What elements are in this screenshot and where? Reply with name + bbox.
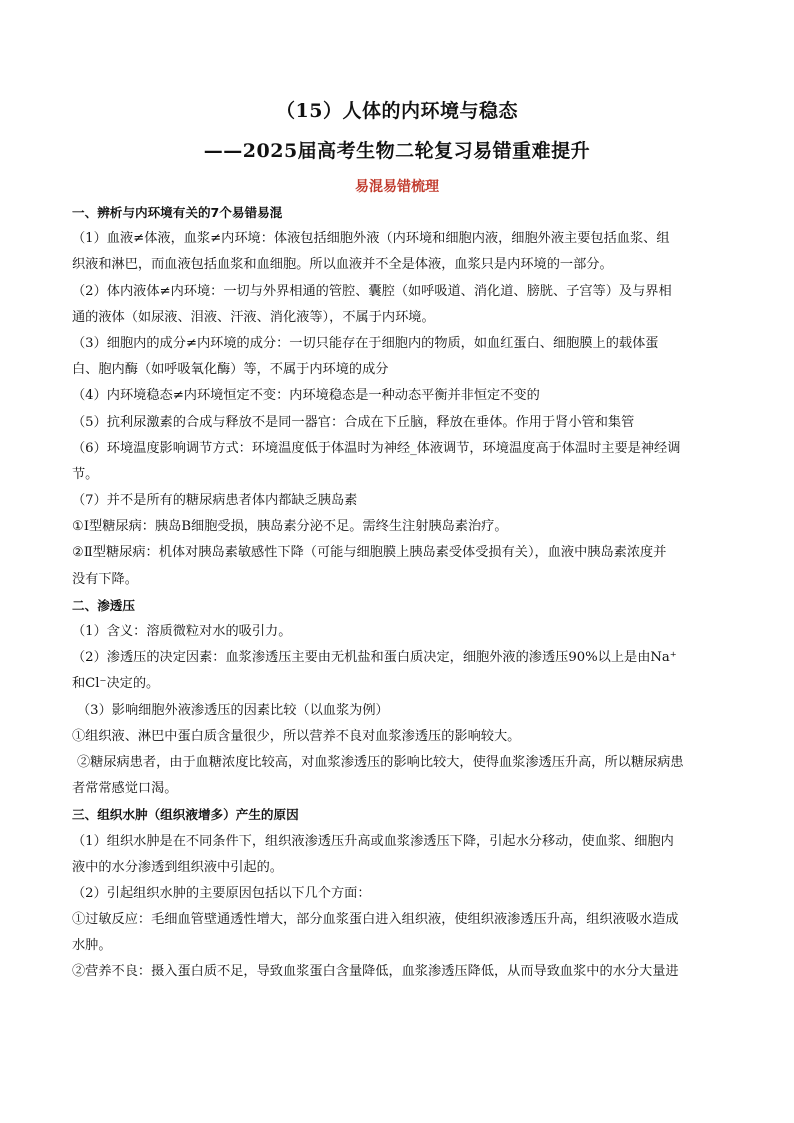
text-line: ①Ⅰ型糖尿病：胰岛B细胞受损，胰岛素分泌不足。需终生注射胰岛素治疗。	[72, 519, 508, 535]
text-line: ②营养不良：摄入蛋白质不足，导致血浆蛋白含量降低，血浆渗透压降低，从而导致血浆中的水分大量进	[72, 964, 679, 980]
text-line: 水肿。	[72, 938, 112, 954]
text-line: （2）渗透压的决定因素：血浆渗透压主要由无机盐和蛋白质决定，细胞外液的渗透压90%以上是由Na⁺	[72, 650, 677, 666]
text-line: （1）组织水肿是在不同条件下，组织液渗透压升高或血浆渗透压下降，引起水分移动，使血浆、细胞内	[72, 833, 674, 849]
text-line: （3）影响细胞外液渗透压的因素比较（以血浆为例）	[77, 702, 389, 718]
text-line: 液中的水分渗透到组织液中引起的。	[72, 859, 283, 875]
text-line: （1）血液≠体液，血浆≠内环境：体液包括细胞外液（内环境和细胞内液，细胞外液主要包括血浆、组	[72, 231, 670, 247]
text-line: （3）细胞内的成分≠内环境的成分：一切只能存在于细胞内的物质，如血红蛋白、细胞膜上的载体蛋	[72, 335, 659, 351]
text-line: （5）抗利尿激素的合成与释放不是同一器官：合成在下丘脑，释放在垂体。作用于肾小管和集管	[72, 414, 635, 430]
text-line: ①组织液、淋巴中蛋白质含量很少，所以营养不良对血浆渗透压的影响较大。	[72, 728, 521, 744]
text-line: （6）环境温度影响调节方式：环境温度低于体温时为神经_体液调节，环境温度高于体温时主要是神经调	[72, 440, 681, 456]
text-line: 通的液体（如尿液、泪液、汗液、消化液等），不属于内环境。	[72, 309, 435, 325]
text-line: （2）体内液体≠内环境：一切与外界相通的管腔、囊腔（如呼吸道、消化道、膀胱、子宫等）及与界相	[72, 283, 672, 299]
text-line: （4）内环境稳态≠内环境恒定不变：内环境稳态是一种动态平衡并非恒定不变的	[72, 388, 540, 404]
document-title: （15）人体的内环境与稳态	[276, 100, 518, 122]
text-line: ②Ⅱ型糖尿病：机体对胰岛素敏感性下降（可能与细胞膜上胰岛素受体受损有关），血液中胰岛素浓度并	[72, 545, 667, 561]
text-line: 白、胞内酶（如呼吸氧化酶）等，不属于内环境的成分	[72, 362, 389, 378]
text-line: 和Cl⁻决定的。	[72, 676, 160, 692]
section-heading: 三、组织水肿（组织液增多）产生的原因	[72, 807, 299, 823]
text-line: 节。	[72, 466, 99, 482]
text-line: ②糖尿病患者，由于血糖浓度比较高，对血浆渗透压的影响比较大，使得血浆渗透压升高，所以糖尿病患	[77, 754, 684, 770]
document-body	[72, 200, 726, 986]
section-heading: 二、渗透压	[72, 597, 135, 613]
text-line: 者常常感觉口渴。	[72, 781, 178, 797]
text-line: 织液和淋巴，而血液包括血浆和血细胞。所以血液并不全是体液，血浆只是内环境的一部分。	[72, 257, 613, 273]
text-line: ①过敏反应：毛细血管壁通透性增大，部分血浆蛋白进入组织液，使组织液渗透压升高，组织液吸水造成	[72, 912, 679, 928]
text-line: （2）引起组织水肿的主要原因包括以下几个方面：	[72, 885, 371, 901]
section-label: 易混易错梳理	[355, 179, 439, 195]
text-line: （1）含义：溶质微粒对水的吸引力。	[72, 624, 292, 639]
section-heading: 一、辨析与内环境有关的7个易错易混	[72, 205, 283, 220]
document-subtitle: ——2025届高考生物二轮复习易错重难提升	[203, 140, 591, 162]
text-line: 没有下降。	[72, 571, 138, 587]
text-line: （7）并不是所有的糖尿病患者体内都缺乏胰岛素	[72, 493, 358, 509]
